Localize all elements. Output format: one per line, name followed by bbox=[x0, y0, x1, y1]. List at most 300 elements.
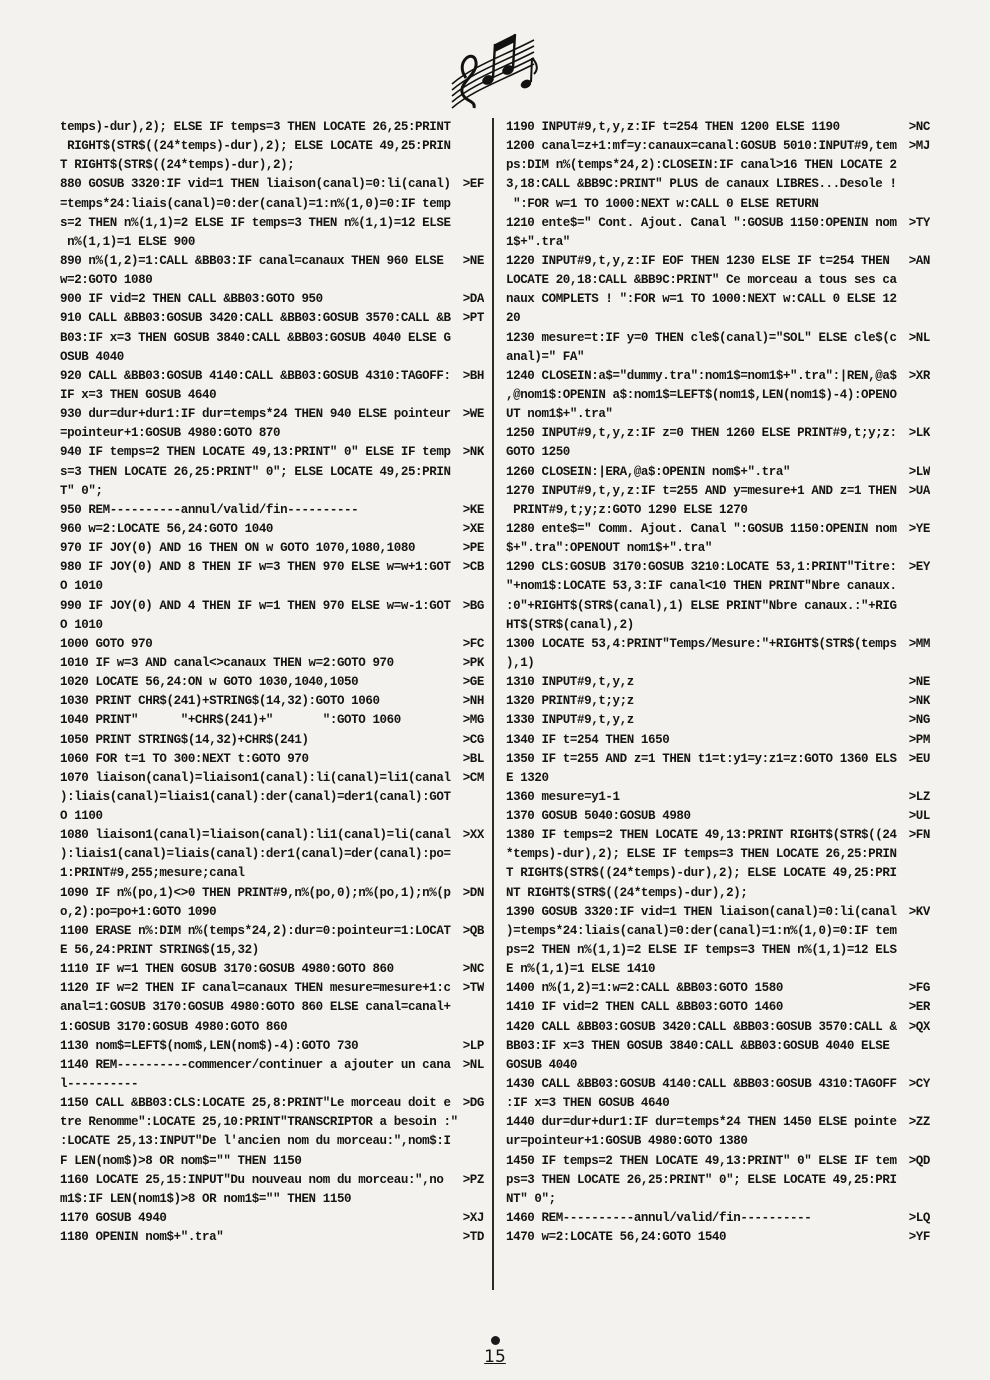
code-text: 1050 PRINT STRING$(14,32)+CHR$(241) bbox=[60, 732, 309, 747]
checksum-code: >MM bbox=[908, 636, 930, 651]
code-line bbox=[60, 214, 484, 233]
code-text: 1220 INPUT#9,t,y,z:IF EOF THEN 1230 ELSE IF t=254 THEN bbox=[506, 253, 890, 268]
code-line bbox=[60, 731, 484, 750]
bullet-dot-icon bbox=[491, 1336, 500, 1345]
code-line bbox=[60, 577, 484, 596]
column-divider bbox=[492, 118, 494, 1290]
checksum-code: >NC bbox=[908, 120, 930, 134]
code-text: 890 n%(1,2)=1:CALL &BB03:IF canal=canaux THEN 960 ELSE bbox=[60, 253, 444, 268]
code-text: 910 CALL &BB03:GOSUB 3420:CALL &BB03:GOSUB 3570:CALL &B bbox=[60, 311, 451, 326]
code-line bbox=[506, 845, 930, 864]
code-text: UT nom1$+".tra" bbox=[506, 407, 613, 422]
code-text: s=2 THEN n%(1,1)=2 ELSE IF temps=3 THEN n%(1,1)=12 ELSE bbox=[60, 215, 451, 230]
code-text: 1320 PRINT#9,t;y;z bbox=[506, 694, 634, 709]
code-line bbox=[60, 922, 484, 941]
code-line bbox=[506, 539, 930, 558]
code-line bbox=[506, 1094, 930, 1113]
code-text: HT$(STR$(canal),2) bbox=[506, 617, 634, 632]
checksum-code: >NE bbox=[462, 253, 484, 268]
code-text: B03:IF x=3 THEN GOSUB 3840:CALL &BB03:GOSUB 4040 ELSE G bbox=[60, 330, 451, 345]
code-text: 1420 CALL &BB03:GOSUB 3420:CALL &BB03:GOSUB 3570:CALL & bbox=[506, 1019, 897, 1034]
code-text: 1270 INPUT#9,t,y,z:IF t=255 AND y=mesure+1 AND z=1 THEN bbox=[506, 483, 897, 498]
code-text: 3,18:CALL &BB9C:PRINT" PLUS de canaux LIBRES...Desole ! bbox=[506, 177, 897, 192]
code-text: GOTO 1250 bbox=[506, 445, 570, 460]
code-text: 1190 INPUT#9,t,y,z:IF t=254 THEN 1200 ELSE 1190 bbox=[506, 120, 840, 134]
code-line bbox=[60, 1209, 484, 1228]
code-text: 1450 IF temps=2 THEN LOCATE 49,13:PRINT" 0" ELSE IF tem bbox=[506, 1153, 897, 1168]
checksum-code: >PT bbox=[462, 311, 484, 326]
code-text: GOSUB 4040 bbox=[506, 1057, 578, 1072]
code-line bbox=[506, 214, 930, 233]
code-text: 1460 REM----------annul/valid/fin---------- bbox=[506, 1211, 812, 1226]
checksum-code: >BG bbox=[462, 598, 484, 613]
code-line bbox=[60, 175, 484, 194]
code-text: 920 CALL &BB03:GOSUB 4140:CALL &BB03:GOSUB 4310:TAGOFF: bbox=[60, 368, 451, 383]
code-line bbox=[506, 884, 930, 903]
code-line bbox=[60, 1152, 484, 1171]
code-line bbox=[60, 558, 484, 577]
code-text: NT RIGHT$(STR$((24*temps)-dur),2); bbox=[506, 885, 748, 900]
code-line bbox=[60, 616, 484, 635]
code-text: 1040 PRINT" "+CHR$(241)+" ":GOTO 1060 bbox=[60, 713, 401, 728]
code-text: 950 REM----------annul/valid/fin---------- bbox=[60, 502, 359, 517]
checksum-code: >DN bbox=[462, 885, 484, 900]
code-line bbox=[506, 118, 930, 137]
checksum-code: >LZ bbox=[908, 789, 930, 804]
code-line bbox=[506, 1209, 930, 1228]
code-line bbox=[60, 1228, 484, 1247]
code-text: =temps*24:liais(canal)=0:der(canal)=1:n%(1,0)=0:IF temp bbox=[60, 196, 451, 211]
code-line bbox=[60, 309, 484, 328]
code-text: OSUB 4040 bbox=[60, 349, 124, 364]
page-number: 15 bbox=[484, 1347, 506, 1367]
code-text: 1340 IF t=254 THEN 1650 bbox=[506, 732, 670, 747]
checksum-code: >MG bbox=[462, 713, 484, 728]
code-line bbox=[506, 1152, 930, 1171]
code-line bbox=[60, 635, 484, 654]
code-line bbox=[60, 1190, 484, 1209]
left-code-column bbox=[60, 118, 484, 1247]
code-line bbox=[506, 558, 930, 577]
code-text: 1310 INPUT#9,t,y,z bbox=[506, 675, 634, 690]
code-text: )=temps*24:liais(canal)=0:der(canal)=1:n%(1,0)=0:IF tem bbox=[506, 923, 897, 938]
checksum-code: >NC bbox=[462, 962, 484, 977]
code-text: 990 IF JOY(0) AND 4 THEN IF w=1 THEN 970 ELSE w=w-1:GOT bbox=[60, 598, 451, 613]
code-line bbox=[506, 597, 930, 616]
code-text: 1400 n%(1,2)=1:w=2:CALL &BB03:GOTO 1580 bbox=[506, 981, 783, 996]
code-line bbox=[506, 864, 930, 883]
page-footer bbox=[470, 1336, 520, 1367]
checksum-code: >AN bbox=[908, 253, 930, 268]
checksum-code: >NK bbox=[908, 694, 930, 709]
code-line bbox=[506, 309, 930, 328]
code-line bbox=[506, 386, 930, 405]
code-line bbox=[60, 1113, 484, 1132]
code-text: 1030 PRINT CHR$(241)+STRING$(14,32):GOTO 1060 bbox=[60, 694, 380, 709]
code-text: temps)-dur),2); ELSE IF temps=3 THEN LOCATE 26,25:PRINT bbox=[60, 120, 451, 134]
code-text: n%(1,1)=1 ELSE 900 bbox=[60, 234, 195, 249]
code-line bbox=[60, 367, 484, 386]
code-line bbox=[60, 1094, 484, 1113]
code-line bbox=[506, 635, 930, 654]
code-text: O 1010 bbox=[60, 617, 103, 632]
code-line bbox=[60, 1132, 484, 1151]
code-line bbox=[60, 195, 484, 214]
checksum-code: >XX bbox=[462, 828, 484, 843]
code-line bbox=[506, 1228, 930, 1247]
code-line bbox=[60, 1018, 484, 1037]
checksum-code: >ZZ bbox=[908, 1115, 930, 1130]
code-text: 1$+".tra" bbox=[506, 234, 570, 249]
code-line bbox=[506, 922, 930, 941]
code-line bbox=[60, 673, 484, 692]
right-code-column bbox=[506, 118, 930, 1247]
code-line bbox=[506, 501, 930, 520]
checksum-code: >QD bbox=[908, 1153, 930, 1168]
code-text: 1440 dur=dur+dur1:IF dur=temps*24 THEN 1450 ELSE pointe bbox=[506, 1115, 897, 1130]
code-line bbox=[60, 998, 484, 1017]
checksum-code: >PK bbox=[462, 655, 484, 670]
checksum-code: >QB bbox=[462, 923, 484, 938]
checksum-code: >KV bbox=[908, 904, 930, 919]
checksum-code: >YF bbox=[908, 1230, 930, 1245]
code-text: 880 GOSUB 3320:IF vid=1 THEN liaison(canal)=0:li(canal) bbox=[60, 177, 451, 192]
code-line bbox=[506, 577, 930, 596]
code-line bbox=[60, 482, 484, 501]
checksum-code: >TW bbox=[462, 981, 484, 996]
code-text: 1350 IF t=255 AND z=1 THEN t1=t:y1=y:z1=z:GOTO 1360 ELS bbox=[506, 751, 897, 766]
code-line bbox=[60, 118, 484, 137]
code-line bbox=[60, 1171, 484, 1190]
checksum-code: >YE bbox=[908, 521, 930, 536]
code-text: 940 IF temps=2 THEN LOCATE 49,13:PRINT" 0" ELSE IF temp bbox=[60, 445, 451, 460]
code-line bbox=[60, 501, 484, 520]
code-line bbox=[506, 233, 930, 252]
checksum-code: >NH bbox=[462, 694, 484, 709]
checksum-code: >GE bbox=[462, 675, 484, 690]
checksum-code: >PE bbox=[462, 541, 484, 556]
checksum-code: >EF bbox=[462, 177, 484, 192]
code-line bbox=[60, 788, 484, 807]
code-line bbox=[506, 826, 930, 845]
code-line bbox=[506, 616, 930, 635]
code-text: E n%(1,1)=1 ELSE 1410 bbox=[506, 962, 656, 977]
code-text: 1300 LOCATE 53,4:PRINT"Temps/Mesure:"+RIGHT$(STR$(temps bbox=[506, 636, 897, 651]
code-text: ":FOR w=1 TO 1000:NEXT w:CALL 0 ELSE RETURN bbox=[506, 196, 819, 211]
code-line bbox=[506, 520, 930, 539]
code-text: 1410 IF vid=2 THEN CALL &BB03:GOTO 1460 bbox=[506, 1000, 783, 1015]
checksum-code: >PZ bbox=[462, 1172, 484, 1187]
code-text: LOCATE 20,18:CALL &BB9C:PRINT" Ce morceau a tous ses ca bbox=[506, 273, 897, 288]
code-text: s=3 THEN LOCATE 26,25:PRINT" 0"; ELSE LOCATE 49,25:PRIN bbox=[60, 464, 451, 479]
code-text: 1390 GOSUB 3320:IF vid=1 THEN liaison(canal)=0:li(canal bbox=[506, 904, 897, 919]
code-text: 1250 INPUT#9,t,y,z:IF z=0 THEN 1260 ELSE PRINT#9,t;y;z: bbox=[506, 426, 897, 441]
code-text: 1110 IF w=1 THEN GOSUB 3170:GOSUB 4980:GOTO 860 bbox=[60, 962, 394, 977]
code-line bbox=[60, 539, 484, 558]
code-line bbox=[60, 329, 484, 348]
code-line bbox=[60, 233, 484, 252]
code-text: O 1010 bbox=[60, 579, 103, 594]
code-line bbox=[60, 769, 484, 788]
code-text: tre Renomme":LOCATE 25,10:PRINT"TRANSCRIPTOR a besoin :" bbox=[60, 1115, 458, 1130]
code-text: 1230 mesure=t:IF y=0 THEN cle$(canal)="SOL" ELSE cle$(c bbox=[506, 330, 897, 345]
checksum-code: >FG bbox=[908, 981, 930, 996]
checksum-code: >WE bbox=[462, 407, 484, 422]
code-line bbox=[506, 692, 930, 711]
code-text: 1060 FOR t=1 TO 300:NEXT t:GOTO 970 bbox=[60, 751, 309, 766]
code-text: 1260 CLOSEIN:|ERA,@a$:OPENIN nom$+".tra" bbox=[506, 464, 791, 479]
code-line bbox=[60, 405, 484, 424]
code-line bbox=[506, 1171, 930, 1190]
music-notes-logo bbox=[448, 22, 538, 110]
code-line bbox=[506, 348, 930, 367]
code-line bbox=[506, 1037, 930, 1056]
code-text: 1360 mesure=y1-1 bbox=[506, 789, 620, 804]
code-line bbox=[60, 137, 484, 156]
code-text: 1290 CLS:GOSUB 3170:GOSUB 3210:LOCATE 53,1:PRINT"Titre: bbox=[506, 560, 897, 575]
checksum-code: >LQ bbox=[908, 1211, 930, 1226]
code-text: 1100 ERASE n%:DIM n%(temps*24,2):dur=0:pointeur=1:LOCAT bbox=[60, 923, 451, 938]
checksum-code: >LW bbox=[908, 464, 930, 479]
code-line bbox=[60, 1037, 484, 1056]
code-text: 1380 IF temps=2 THEN LOCATE 49,13:PRINT RIGHT$(STR$((24 bbox=[506, 828, 897, 843]
code-line bbox=[60, 156, 484, 175]
code-text: 1090 IF n%(po,1)<>0 THEN PRINT#9,n%(po,0);n%(po,1);n%(p bbox=[60, 885, 451, 900]
code-line bbox=[60, 1075, 484, 1094]
code-line bbox=[60, 654, 484, 673]
code-line bbox=[60, 424, 484, 443]
code-line bbox=[60, 979, 484, 998]
code-line bbox=[60, 750, 484, 769]
code-line bbox=[506, 1113, 930, 1132]
code-line bbox=[506, 731, 930, 750]
code-text: $+".tra":OPENOUT nom1$+".tra" bbox=[506, 541, 712, 556]
code-text: l---------- bbox=[60, 1077, 139, 1092]
code-text: 1160 LOCATE 25,15:INPUT"Du nouveau nom du morceau:",no bbox=[60, 1172, 444, 1187]
code-text: 1210 ente$=" Cont. Ajout. Canal ":GOSUB 1150:OPENIN nom bbox=[506, 215, 897, 230]
code-text: 1140 REM----------commencer/continuer a ajouter un cana bbox=[60, 1057, 451, 1072]
code-line bbox=[506, 998, 930, 1017]
code-text: 1200 canal=z+1:mf=y:canaux=canal:GOSUB 5010:INPUT#9,tem bbox=[506, 139, 897, 154]
code-line bbox=[506, 903, 930, 922]
code-line bbox=[506, 271, 930, 290]
code-line bbox=[60, 884, 484, 903]
code-text: 900 IF vid=2 THEN CALL &BB03:GOTO 950 bbox=[60, 292, 323, 307]
code-line bbox=[506, 1132, 930, 1151]
checksum-code: >NG bbox=[908, 713, 930, 728]
code-line bbox=[506, 482, 930, 501]
code-text: 1280 ente$=" Comm. Ajout. Canal ":GOSUB 1150:OPENIN nom bbox=[506, 521, 897, 536]
code-text: 1120 IF w=2 THEN IF canal=canaux THEN mesure=mesure+1:c bbox=[60, 981, 451, 996]
code-text: *temps)-dur),2); ELSE IF temps=3 THEN LOCATE 26,25:PRIN bbox=[506, 847, 897, 862]
code-line bbox=[506, 1075, 930, 1094]
checksum-code: >XR bbox=[908, 368, 930, 383]
code-text: :LOCATE 25,13:INPUT"De l'ancien nom du morceau:",nom$:I bbox=[60, 1134, 451, 1149]
code-line bbox=[506, 252, 930, 271]
checksum-code: >LK bbox=[908, 426, 930, 441]
checksum-code: >NE bbox=[908, 675, 930, 690]
code-text: m1$:IF LEN(nom1$)>8 OR nom1$="" THEN 1150 bbox=[60, 1191, 352, 1206]
code-line bbox=[506, 290, 930, 309]
code-line bbox=[60, 290, 484, 309]
code-text: RIGHT$(STR$((24*temps)-dur),2); ELSE LOCATE 49,25:PRIN bbox=[60, 139, 451, 154]
checksum-code: >NK bbox=[462, 445, 484, 460]
code-text: 1000 GOTO 970 bbox=[60, 636, 153, 651]
checksum-code: >TY bbox=[908, 215, 930, 230]
checksum-code: >NL bbox=[908, 330, 930, 345]
checksum-code: >CM bbox=[462, 770, 484, 785]
code-line bbox=[506, 1018, 930, 1037]
code-text: 1240 CLOSEIN:a$="dummy.tra":nom1$=nom1$+".tra":|REN,@a$ bbox=[506, 368, 897, 383]
code-text: 1430 CALL &BB03:GOSUB 4140:CALL &BB03:GOSUB 4310:TAGOFF bbox=[506, 1077, 897, 1092]
code-line bbox=[60, 597, 484, 616]
code-line bbox=[506, 367, 930, 386]
checksum-code: >BL bbox=[462, 751, 484, 766]
checksum-code: >EU bbox=[908, 751, 930, 766]
code-line bbox=[506, 463, 930, 482]
checksum-code: >TD bbox=[462, 1230, 484, 1245]
code-line bbox=[506, 769, 930, 788]
code-text: ,@nom1$:OPENIN a$:nom1$=LEFT$(nom1$,LEN(nom1$)-4):OPENO bbox=[506, 387, 897, 402]
code-text: 20 bbox=[506, 311, 521, 326]
code-line bbox=[60, 826, 484, 845]
code-text: E 56,24:PRINT STRING$(15,32) bbox=[60, 943, 259, 958]
code-text: O 1100 bbox=[60, 809, 103, 824]
code-text: ps:DIM n%(temps*24,2):CLOSEIN:IF canal>16 THEN LOCATE 2 bbox=[506, 158, 897, 173]
code-text: 980 IF JOY(0) AND 8 THEN IF w=3 THEN 970 ELSE w=w+1:GOT bbox=[60, 560, 451, 575]
code-text: T" 0"; bbox=[60, 483, 103, 498]
code-text: 1330 INPUT#9,t,y,z bbox=[506, 713, 634, 728]
code-line bbox=[60, 845, 484, 864]
checksum-code: >ER bbox=[908, 1000, 930, 1015]
checksum-code: >FN bbox=[908, 828, 930, 843]
code-text: :0"+RIGHT$(STR$(canal),1) ELSE PRINT"Nbre canaux.:"+RIG bbox=[506, 598, 897, 613]
code-line bbox=[506, 807, 930, 826]
code-line bbox=[506, 156, 930, 175]
code-text: BB03:IF x=3 THEN GOSUB 3840:CALL &BB03:GOSUB 4040 ELSE bbox=[506, 1038, 890, 1053]
code-line bbox=[60, 960, 484, 979]
checksum-code: >XE bbox=[462, 521, 484, 536]
code-line bbox=[60, 386, 484, 405]
code-line bbox=[506, 175, 930, 194]
code-line bbox=[60, 348, 484, 367]
code-text: 1010 IF w=3 AND canal<>canaux THEN w=2:GOTO 970 bbox=[60, 655, 394, 670]
code-text: PRINT#9,t;y;z:GOTO 1290 ELSE 1270 bbox=[506, 502, 748, 517]
code-text: anal=1:GOSUB 3170:GOSUB 4980:GOTO 860 ELSE canal=canal+ bbox=[60, 1000, 451, 1015]
code-line bbox=[506, 941, 930, 960]
code-line bbox=[506, 195, 930, 214]
checksum-code: >EY bbox=[908, 560, 930, 575]
checksum-code: >BH bbox=[462, 368, 484, 383]
code-text: 1130 nom$=LEFT$(nom$,LEN(nom$)-4):GOTO 730 bbox=[60, 1038, 359, 1053]
checksum-code: >DA bbox=[462, 292, 484, 307]
code-line bbox=[506, 654, 930, 673]
code-line bbox=[60, 463, 484, 482]
code-text: 1080 liaison1(canal)=liaison(canal):li1(canal)=li(canal bbox=[60, 828, 451, 843]
code-line bbox=[506, 673, 930, 692]
code-line bbox=[60, 520, 484, 539]
checksum-code: >CY bbox=[908, 1077, 930, 1092]
code-text: E 1320 bbox=[506, 770, 549, 785]
code-line bbox=[60, 443, 484, 462]
code-text: IF x=3 THEN GOSUB 4640 bbox=[60, 387, 217, 402]
code-text: 1150 CALL &BB03:CLS:LOCATE 25,8:PRINT"Le morceau doit e bbox=[60, 1096, 451, 1111]
code-line bbox=[60, 1056, 484, 1075]
code-line bbox=[60, 711, 484, 730]
checksum-code: >CG bbox=[462, 732, 484, 747]
code-line bbox=[60, 807, 484, 826]
code-line bbox=[506, 750, 930, 769]
code-text: 1:PRINT#9,255;mesure;canal bbox=[60, 866, 245, 881]
checksum-code: >KE bbox=[462, 502, 484, 517]
code-text: ):liais(canal)=liais1(canal):der(canal)=der1(canal):GOT bbox=[60, 789, 451, 804]
code-line bbox=[506, 1190, 930, 1209]
code-text: ur=pointeur+1:GOSUB 4980:GOTO 1380 bbox=[506, 1134, 748, 1149]
code-text: ),1) bbox=[506, 655, 535, 670]
code-line bbox=[506, 960, 930, 979]
code-line bbox=[506, 443, 930, 462]
code-text: 970 IF JOY(0) AND 16 THEN ON w GOTO 1070,1080,1080 bbox=[60, 541, 416, 556]
checksum-code: >FC bbox=[462, 636, 484, 651]
checksum-code: >LP bbox=[462, 1038, 484, 1053]
checksum-code: >XJ bbox=[462, 1211, 484, 1226]
code-text: anal)=" FA" bbox=[506, 349, 585, 364]
code-text: "+nom1$:LOCATE 53,3:IF canal<10 THEN PRINT"Nbre canaux. bbox=[506, 579, 897, 594]
code-line bbox=[60, 941, 484, 960]
checksum-code: >QX bbox=[908, 1019, 930, 1034]
checksum-code: >DG bbox=[462, 1096, 484, 1111]
code-text: T RIGHT$(STR$((24*temps)-dur),2); ELSE LOCATE 49,25:PRI bbox=[506, 866, 897, 881]
code-text: T RIGHT$(STR$((24*temps)-dur),2); bbox=[60, 158, 295, 173]
code-text: ps=3 THEN LOCATE 26,25:PRINT" 0"; ELSE LOCATE 49,25:PRI bbox=[506, 1172, 897, 1187]
checksum-code: >NL bbox=[462, 1057, 484, 1072]
code-text: ):liais1(canal)=liais(canal):der1(canal)=der(canal):po= bbox=[60, 847, 451, 862]
checksum-code: >UA bbox=[908, 483, 930, 498]
code-text: :IF x=3 THEN GOSUB 4640 bbox=[506, 1096, 670, 1111]
checksum-code: >UL bbox=[908, 809, 930, 824]
code-text: ps=2 THEN n%(1,1)=2 ELSE IF temps=3 THEN n%(1,1)=12 ELS bbox=[506, 943, 897, 958]
code-line bbox=[506, 405, 930, 424]
code-text: NT" 0"; bbox=[506, 1191, 556, 1206]
code-text: 960 w=2:LOCATE 56,24:GOTO 1040 bbox=[60, 521, 274, 536]
code-text: 1470 w=2:LOCATE 56,24:GOTO 1540 bbox=[506, 1230, 727, 1245]
code-line bbox=[506, 137, 930, 156]
checksum-code: >PM bbox=[908, 732, 930, 747]
code-text: 1:GOSUB 3170:GOSUB 4980:GOTO 860 bbox=[60, 1019, 288, 1034]
code-text: 1070 liaison(canal)=liaison1(canal):li(canal)=li1(canal bbox=[60, 770, 451, 785]
code-line bbox=[506, 788, 930, 807]
code-text: 930 dur=dur+dur1:IF dur=temps*24 THEN 940 ELSE pointeur bbox=[60, 407, 451, 422]
checksum-code: >MJ bbox=[908, 139, 930, 154]
code-text: 1180 OPENIN nom$+".tra" bbox=[60, 1230, 224, 1245]
code-line bbox=[60, 864, 484, 883]
code-text: F LEN(nom$)>8 OR nom$="" THEN 1150 bbox=[60, 1153, 302, 1168]
code-line bbox=[60, 692, 484, 711]
code-text: w=2:GOTO 1080 bbox=[60, 273, 153, 288]
code-line bbox=[506, 979, 930, 998]
checksum-code: >CB bbox=[462, 560, 484, 575]
code-text: 1020 LOCATE 56,24:ON w GOTO 1030,1040,1050 bbox=[60, 675, 359, 690]
code-line bbox=[60, 271, 484, 290]
code-line bbox=[506, 424, 930, 443]
code-line bbox=[506, 711, 930, 730]
code-text: 1370 GOSUB 5040:GOSUB 4980 bbox=[506, 809, 691, 824]
code-text: o,2):po=po+1:GOTO 1090 bbox=[60, 904, 217, 919]
code-text: 1170 GOSUB 4940 bbox=[60, 1211, 167, 1226]
code-line bbox=[60, 252, 484, 271]
code-text: =pointeur+1:GOSUB 4980:GOTO 870 bbox=[60, 426, 281, 441]
code-text: naux COMPLETS ! ":FOR w=1 TO 1000:NEXT w:CALL 0 ELSE 12 bbox=[506, 292, 897, 307]
